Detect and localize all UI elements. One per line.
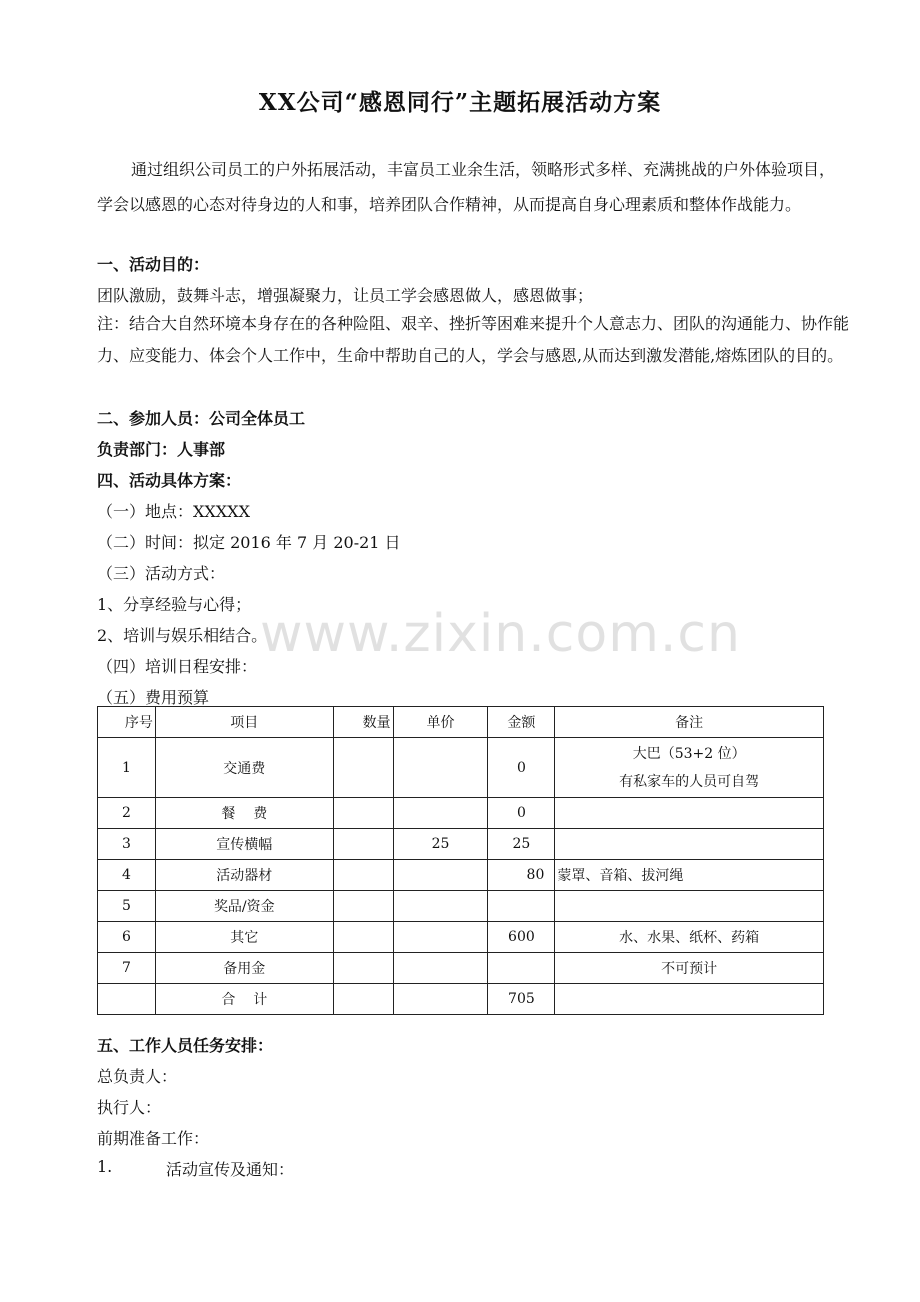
cell-qty	[333, 829, 393, 860]
cell-qty	[333, 922, 393, 953]
cell-no: 2	[98, 798, 156, 829]
cell-price	[393, 798, 488, 829]
cell-item: 餐 费	[155, 798, 333, 829]
cell-amount: 0	[488, 738, 555, 798]
cell-qty	[333, 798, 393, 829]
cell-amount	[488, 891, 555, 922]
cell-qty	[333, 953, 393, 984]
header-cell-price: 单价	[393, 707, 488, 738]
cell-remark	[555, 891, 824, 922]
cell-no: 5	[98, 891, 156, 922]
remark-line-2: 有私家车的人员可自驾	[619, 773, 760, 790]
prep-line: 前期准备工作：	[97, 1129, 210, 1148]
table-row	[98, 798, 824, 829]
cell-price	[393, 860, 488, 891]
cell-item: 备用金	[155, 953, 333, 984]
watermark-text: www.zixin.com.cn	[260, 604, 741, 664]
table-row	[98, 829, 824, 860]
cell-amount	[488, 953, 555, 984]
table-row	[98, 953, 824, 984]
header-cell-remark: 备注	[555, 707, 824, 738]
cell-price	[393, 953, 488, 984]
cell-amount: 600	[488, 922, 555, 953]
cell-no	[98, 984, 156, 1015]
intro-paragraph: 通过组织公司员工的户外拓展活动，丰富员工业余生活，领略形式多样、充满挑战的户外体验项目，学会以感恩的心态对待身边的人和事，培养团队合作精神，从而提高自身心理素质和整体作战能力。	[97, 160, 836, 214]
cell-no: 4	[98, 860, 156, 891]
cell-item: 宣传横幅	[155, 829, 333, 860]
section2-heading: 二、参加人员：公司全体员工	[97, 409, 306, 428]
cell-item: 合 计	[155, 984, 333, 1015]
cell-item: 奖品/资金	[155, 891, 333, 922]
location-line: （一）地点：XXXXX	[97, 502, 250, 521]
cell-remark	[555, 798, 824, 829]
cell-item: 活动器材	[155, 860, 333, 891]
cell-qty	[333, 738, 393, 798]
header-cell-no: 序号	[98, 707, 156, 738]
department-line: 负责部门：人事部	[97, 440, 226, 459]
header-cell-item: 项目	[155, 707, 333, 738]
budget-line: （五）费用预算	[97, 688, 210, 707]
prep-item-text: 活动宣传及通知：	[166, 1160, 295, 1179]
purpose-note: 注：结合大自然环境本身存在的各种险阻、艰辛、挫折等困难来提升个人意志力、团队的沟通能力、协作能力、应变能力、体会个人工作中，生命中帮助自己的人，学会与感恩,从而达到激发潜能,熔炼团队的目的。	[97, 314, 850, 365]
prep-item-number: 1.	[97, 1157, 113, 1176]
header-cell-qty: 数量	[333, 707, 393, 738]
cell-no: 7	[98, 953, 156, 984]
cell-remark: 蒙罩、音箱、拔河绳	[555, 860, 824, 891]
cell-price	[393, 738, 488, 798]
table-row	[98, 922, 824, 953]
cell-no: 6	[98, 922, 156, 953]
remark-line-1: 大巴（53+2 位）	[632, 745, 746, 762]
cell-no: 3	[98, 829, 156, 860]
method-line: （三）活动方式：	[97, 564, 226, 583]
executor-line: 执行人：	[97, 1098, 162, 1117]
leader-line: 总负责人：	[97, 1067, 178, 1086]
section4-heading: 四、活动具体方案：	[97, 471, 242, 490]
cell-item: 交通费	[155, 738, 333, 798]
cell-remark	[555, 829, 824, 860]
cell-item: 其它	[155, 922, 333, 953]
cell-remark	[555, 984, 824, 1015]
cell-remark: 水、水果、纸杯、药箱	[555, 922, 824, 953]
cell-price	[393, 891, 488, 922]
table-total-row	[98, 984, 824, 1015]
section5-heading: 五、工作人员任务安排：	[97, 1036, 274, 1055]
table-row	[98, 738, 824, 798]
method-item-2: 2、培训与娱乐相结合。	[97, 626, 268, 645]
cell-amount: 705	[488, 984, 555, 1015]
cell-price	[393, 984, 488, 1015]
cell-price: 25	[393, 829, 488, 860]
cell-remark: 不可预计	[555, 953, 824, 984]
cell-amount: 80	[488, 860, 555, 891]
budget-table	[97, 706, 824, 1015]
table-header-row	[98, 707, 824, 738]
purpose-line: 团队激励，鼓舞斗志，增强凝聚力，让员工学会感恩做人，感恩做事；	[97, 286, 594, 305]
table-row	[98, 860, 824, 891]
table-row	[98, 891, 824, 922]
cell-price	[393, 922, 488, 953]
time-line: （二）时间：拟定 2016 年 7 月 20-21 日	[97, 533, 401, 552]
document-title: XX公司“感恩同行”主题拓展活动方案	[258, 89, 662, 116]
cell-amount: 0	[488, 798, 555, 829]
cell-qty	[333, 891, 393, 922]
cell-qty	[333, 984, 393, 1015]
section1-heading: 一、活动目的：	[97, 255, 210, 274]
cell-no: 1	[98, 738, 156, 798]
header-cell-amount: 金额	[488, 707, 555, 738]
cell-remark	[555, 738, 824, 798]
method-item-1: 1、分享经验与心得；	[97, 595, 252, 614]
schedule-line: （四）培训日程安排：	[97, 657, 258, 676]
cell-amount: 25	[488, 829, 555, 860]
cell-qty	[333, 860, 393, 891]
